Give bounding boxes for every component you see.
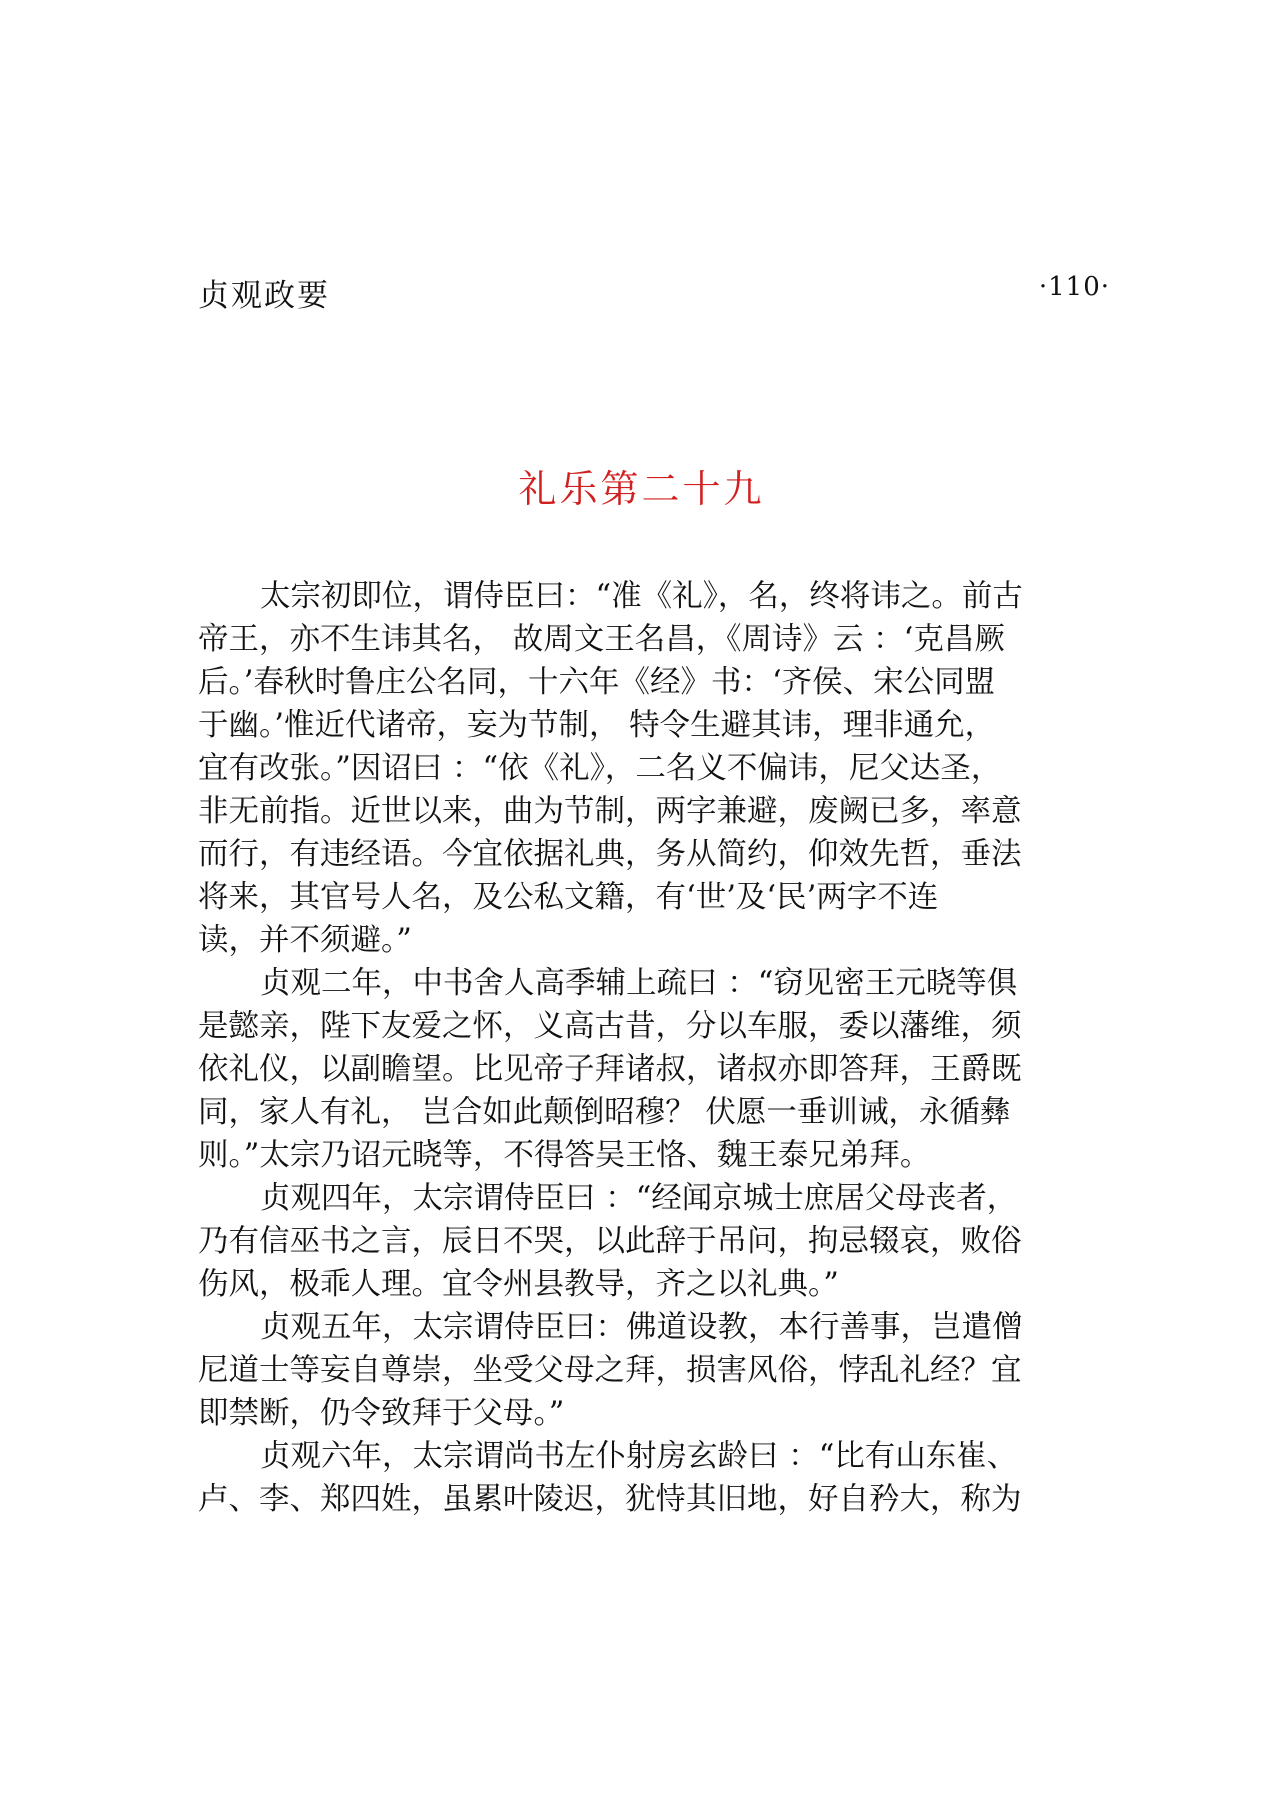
text-line: 同，家人有礼， 岂合如此颠倒昭穆？ 伏愿一垂训诫，永循彝 [198,1095,1011,1130]
book-title: 贞观政要 [198,278,330,314]
page-number: ·110· [1038,272,1110,302]
text-line: 帝王，亦不生讳其名， 故周文王名昌，《周诗》云 ：‘克昌厥 [198,622,1005,657]
text-line: 是懿亲，陛下友爱之怀，义高古昔，分以车服，委以藩维，须 [198,1009,1022,1044]
text-line: 乃有信巫书之言，辰日不哭，以此辞于吊问，拘忌辍哀，败俗 [198,1224,1022,1259]
text-line: 贞观二年，中书舍人高季辅上疏曰 ：“窃见密王元晓等俱 [260,966,1018,1001]
text-line: 非无前指。近世以来，曲为节制，两字兼避，废阙已多，率意 [198,794,1022,829]
text-line: 则。”太宗乃诏元晓等，不得答吴王恪、魏王泰兄弟拜。 [198,1138,931,1173]
text-line: 即禁断，仍令致拜于父母。” [198,1396,565,1431]
text-line: 将来，其官号人名，及公私文籍，有‘世’及‘民’两字不连 [198,880,939,915]
body-text [198,575,1118,1521]
text-line: 贞观五年，太宗谓侍臣曰：佛道设教，本行善事，岂遣僧 [260,1310,1023,1345]
text-line: 而行，有违经语。今宜依据礼典，务从简约，仰效先哲，垂法 [198,837,1022,872]
text-line: 宜有改张。”因诏曰 ：“依《礼》，二名义不偏讳，尼父达圣， [198,751,1002,786]
chapter-title: 礼乐第二十九 [518,467,765,511]
text-line: 依礼仪，以副瞻望。比见帝子拜诸叔，诸叔亦即答拜，王爵既 [198,1052,1022,1087]
text-line: 太宗初即位，谓侍臣曰：“准《礼》，名，终将讳之。前古 [260,579,1023,614]
text-line: 尼道士等妄自尊崇，坐受父母之拜，损害风俗，悖乱礼经？宜 [198,1353,1022,1388]
text-line: 贞观六年，太宗谓尚书左仆射房玄龄曰 ：“比有山东崔、 [260,1439,1018,1474]
text-line: 于幽。’惟近代诸帝，妄为节制， 特令生避其讳，理非通允， [198,708,996,743]
text-line: 贞观四年，太宗谓侍臣曰 ：“经闻京城士庶居父母丧者， [260,1181,1018,1216]
running-header [198,270,1110,314]
text-line: 卢、李、郑四姓，虽累叶陵迟，犹恃其旧地，好自矜大，称为 [198,1482,1022,1517]
text-line: 后。’春秋时鲁庄公名同，十六年《经》书：‘齐侯、宋公同盟 [198,665,996,700]
text-line: 读，并不须避。” [198,923,412,958]
text-line: 伤风，极乖人理。宜令州县教导，齐之以礼典。” [198,1267,839,1302]
